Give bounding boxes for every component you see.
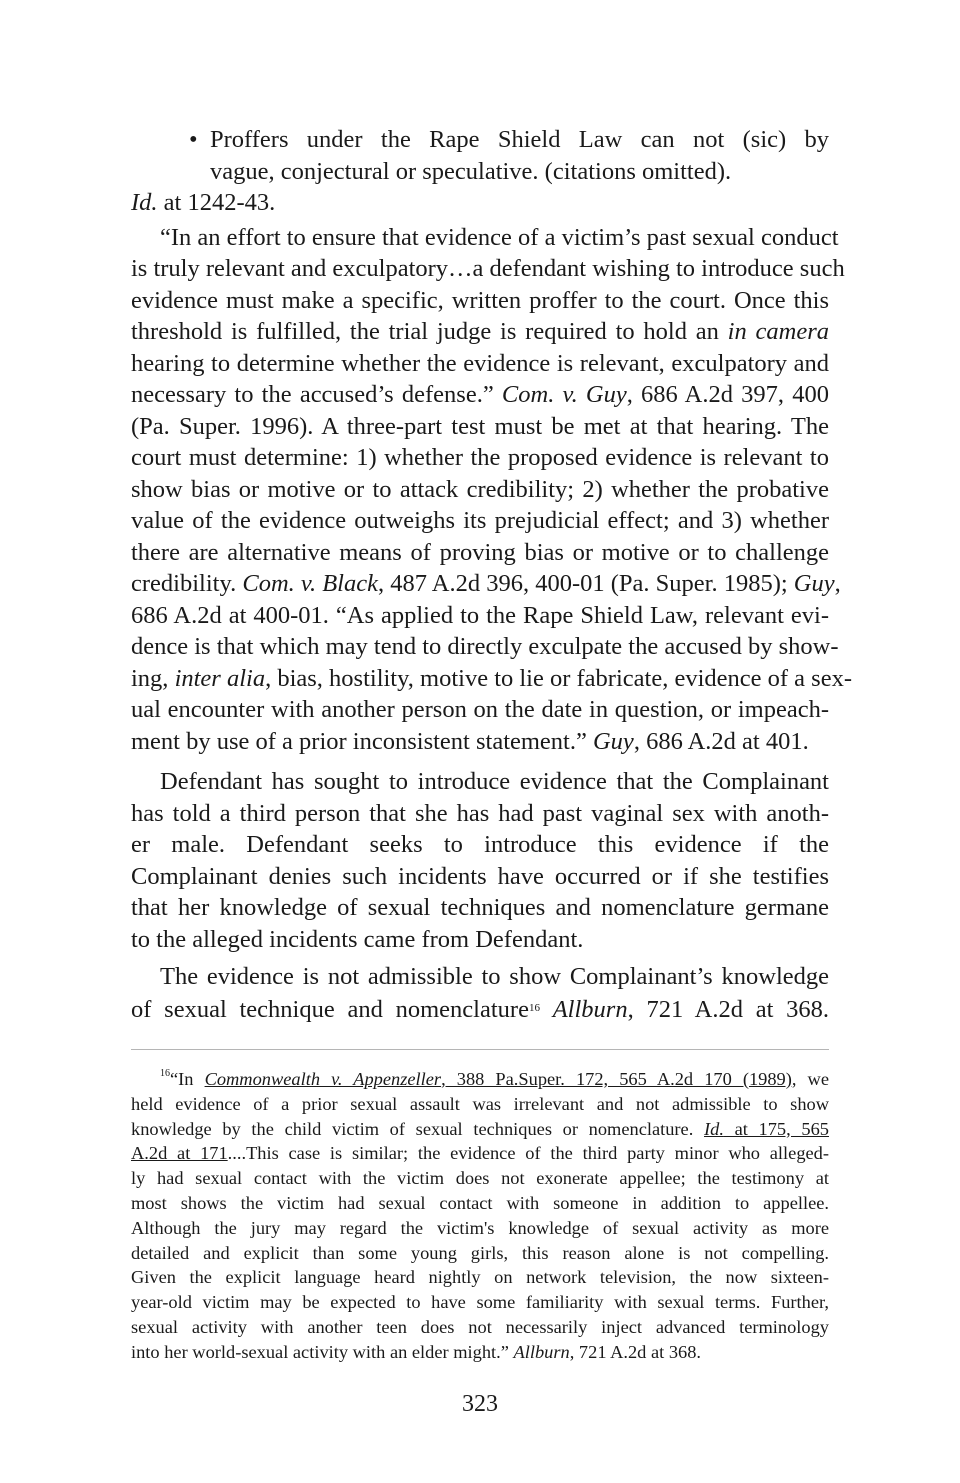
case-name: Allburn [513,1341,570,1362]
text-run: of sexual technique and nomenclature [131,995,529,1023]
bullet-quote [131,124,829,187]
case-name: Guy [592,727,634,755]
footnote-line: Given the explicit language heard nightly on network television, the now sixteen- [131,1267,829,1288]
text-line [131,663,852,695]
footnote-line: detailed and explicit than some young girls, this reason alone is not compelling. [131,1242,829,1263]
footnote-line: ly had sexual contact with the victim does not exonerate appellee; the testimony at [131,1168,829,1189]
text-run: threshold is fulfilled, the trial judge is required to hold an [131,318,728,345]
page-number: 323 [462,1391,498,1417]
text-line: that her knowledge of sexual techniques and nomenclature germane [131,894,829,921]
text-run: necessary to the accused’s defense.” [131,381,502,408]
case-cite: A.2d at 171 [131,1143,228,1164]
bullet-line: Proffers under the Rape Shield Law can not (sic) by [210,126,829,153]
text-line: “In an effort to ensure that evidence of a victim’s past sexual conduct [160,223,839,251]
footnote-reference[interactable]: 16 [528,1001,540,1014]
footnote-marker: 16 [160,1068,170,1079]
text-line [131,993,829,1026]
id-cite: Id. [704,1118,724,1139]
text-line: evidence must make a specific, written proffer to the court. Once this [131,286,829,314]
bullet-dot-icon: • [189,126,198,153]
text-line: er male. Defendant seeks to introduce this evidence if the [131,831,829,858]
footnote-line [131,1141,829,1166]
footnote [131,1062,829,1365]
bullet-line: vague, conjectural or speculative. (citations omitted). [210,157,732,185]
text-line: hearing to determine whether the evidence is relevant, exculpatory and [131,349,829,377]
footnote-line: held evidence of a prior sexual assault was irrelevant and not admissible to show [131,1093,829,1114]
paragraph-admissibility [131,961,829,1025]
text-line: to the alleged incidents came from Defendant. [131,925,584,953]
text-line: Complainant denies such incidents have occurred or if she testifies [131,862,829,890]
text-run: , 686 A.2d at 401. [633,727,809,755]
id-rest: at 1242-43. [157,189,276,216]
footnote-line: year-old victim may be expected to have some familiarity with sexual terms. Further, [131,1292,829,1313]
case-name: Guy [793,570,835,597]
footnote-line: most shows the victim had sexual contact with someone in addition to appellee. [131,1192,829,1213]
case-name: Com. v. Guy [501,381,627,408]
text-run [540,996,553,1023]
text-line: has told a third person that she has had past vaginal sex with anoth- [131,799,829,827]
case-name: Allburn [552,995,628,1023]
italic-term: in camera [727,318,829,345]
paragraph-defendant-proffer [131,766,829,955]
text-line [131,568,841,600]
page-body [131,124,852,1365]
text-line: court must determine: 1) whether the proposed evidence is relevant to [131,444,829,471]
text-run: ment by use of a prior inconsistent statement.” [131,727,593,755]
text-line: ual encounter with another person on the date in question, or impeach- [131,696,829,723]
text-run: credibility. [131,570,243,597]
text-line [131,379,829,411]
case-cite: at 175, 565 [723,1118,829,1139]
id-italic: Id. [131,189,158,216]
footnote-line: Although the jury may regard the victim's knowledge of sexual activity as more [131,1217,829,1238]
text-run: knowledge by the child victim of sexual techniques or nomenclature. [131,1118,704,1139]
paragraph-rape-shield-test [131,222,852,758]
text-line: 686 A.2d at 400-01. “As applied to the Rape Shield Law, relevant evi- [131,601,829,629]
text-run: ....This case is similar; the evidence of the third party minor who alleged- [227,1143,829,1164]
text-line: is truly relevant and exculpatory…a defendant wishing to introduce such [131,255,845,282]
footnote-line [131,1340,829,1365]
text-line: Defendant has sought to introduce evidence that the Complainant [160,768,829,795]
footnote-line: sexual activity with another teen does not necessarily inject advanced terminology [131,1316,829,1337]
footnote-line [131,1117,829,1142]
text-line [131,316,829,348]
text-run: , 721 A.2d at 368. [569,1341,702,1362]
text-line: there are alternative means of proving bias or motive or to challenge [131,538,829,566]
text-run: , bias, hostility, motive to lie or fabricate, evidence of a sex- [265,664,852,692]
text-line [131,726,829,758]
id-citation [131,187,829,219]
text-run: , we [791,1069,830,1089]
footnote-line [131,1062,829,1092]
text-line: (Pa. Super. 1996). A three-part test must be met at that hearing. The [131,412,829,440]
text-line: value of the evidence outweighs its prejudicial effect; and 3) whether [131,507,829,534]
text-run: , 686 A.2d 397, 400 [626,381,829,408]
text-line: dence is that which may tend to directly exculpate the accused by show- [131,633,839,660]
text-run: , [834,570,841,597]
italic-term: inter alia [174,664,266,692]
text-run: , 721 A.2d at 368. [627,995,830,1023]
case-link: Commonwealth v. Appenzeller [204,1069,442,1089]
text-run: , 487 A.2d 396, 400-01 (Pa. Super. 1985); [377,570,794,597]
text-run: “In [170,1069,205,1089]
text-line: The evidence is not admissible to show Complainant’s knowledge [160,963,829,990]
text-line: show bias or motive or to attack credibility; 2) whether the probative [131,475,829,503]
text-run: ing, [131,664,175,692]
text-run: into her world-sexual activity with an elder might.” [131,1341,514,1362]
footnote-divider [131,1049,829,1050]
case-name: Com. v. Black [242,570,378,597]
case-cite: , 388 Pa.Super. 172, 565 A.2d 170 (1989) [441,1069,792,1089]
